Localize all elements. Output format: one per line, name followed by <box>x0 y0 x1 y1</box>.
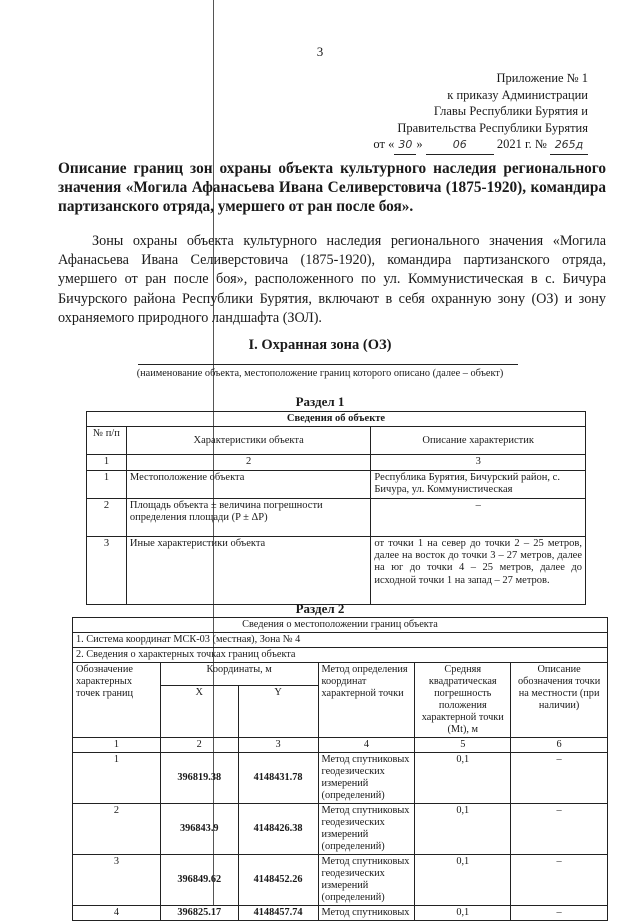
table-row <box>87 536 586 604</box>
document-title: Описание границ зон охраны объекта культурного наследия регионального значения «Могила Афанасьева Ивана Селиверстовича (1875-1920), командира партизанского отряда, умершего от ран после боя». <box>58 160 606 215</box>
accuracy: 0,1 <box>415 906 511 921</box>
index-cell: 3 <box>371 455 586 470</box>
col-number-header: № п/п <box>87 427 127 455</box>
row-characteristic: Площадь объекта ± величина погрешности определения площади (P ± ΔP) <box>126 498 370 536</box>
row-characteristic: Иные характеристики объекта <box>126 536 370 604</box>
coord-y: 4148457.74 <box>238 906 318 921</box>
appendix-header <box>373 70 588 155</box>
table-row <box>73 855 608 906</box>
marker: – <box>511 753 608 804</box>
number-prefix: г. № <box>524 137 547 151</box>
col-x-header: X <box>160 686 238 738</box>
coord-y: 4148431.78 <box>238 753 318 804</box>
coord-x: 396825.17 <box>160 906 238 921</box>
name-note: (наименование объекта, местоположение границ которого описано (далее – объект) <box>136 368 504 379</box>
table-row <box>87 498 586 536</box>
col-description-header: Описание характеристик <box>371 427 586 455</box>
coordinate-system: 1. Система координат МСК-03 (местная), Зона № 4 <box>73 633 608 648</box>
section-title: I. Охранная зона (ОЗ) <box>248 337 392 353</box>
marker: – <box>511 906 608 921</box>
method: Метод спутниковых геодезических измерений (определений) <box>318 753 415 804</box>
method: Метод спутниковых геодезических измерений (определений) <box>318 804 415 855</box>
index-cell: 5 <box>415 738 511 753</box>
appendix-line-1: Приложение № 1 <box>496 71 588 85</box>
row-characteristic: Местоположение объекта <box>126 470 370 498</box>
coord-y: 4148426.38 <box>238 804 318 855</box>
col-coords-header: Координаты, м <box>160 663 318 686</box>
index-cell: 3 <box>238 738 318 753</box>
coordinates-table <box>72 617 608 921</box>
marker: – <box>511 804 608 855</box>
row-description: от точки 1 на север до точки 2 – 25 метров, далее на восток до точки 3 – 27 метров, далее на юг до точки 4 – 25 метров, далее до исходной точки 1 на запад – 27 метров. <box>371 536 586 604</box>
row-number: 3 <box>87 536 127 604</box>
appendix-date-line <box>373 136 588 155</box>
row-number: 1 <box>87 470 127 498</box>
intro-paragraph: Зоны охраны объекта культурного наследия регионального значения «Могила Афанасьева Ивана Селиверстовича (1875-1920), командира партизанского отряда, умершего от ран после боя», расположенного по ул. Коммунистическая в с. Бичура Бичурского района Республики Бурятия, включают в себя охранную зону (ОЗ) и зону охраняемого природного ландшафта (ЗОЛ). <box>58 233 606 326</box>
handwritten-number: 265д <box>550 137 588 155</box>
index-cell: 4 <box>318 738 415 753</box>
point-id: 4 <box>73 906 161 921</box>
accuracy: 0,1 <box>415 753 511 804</box>
accuracy: 0,1 <box>415 855 511 906</box>
name-underline <box>138 364 518 365</box>
part2-caption: Сведения о местоположении границ объекта <box>73 618 608 633</box>
col-accuracy-header: Средняя квадратическая погрешность положения характерной точки (Mt), м <box>415 663 511 738</box>
table-row <box>73 753 608 804</box>
table-row <box>87 470 586 498</box>
points-caption: 2. Сведения о характерных точках границ объекта <box>73 648 608 663</box>
date-mid: » <box>416 137 423 151</box>
index-cell: 2 <box>160 738 238 753</box>
page-number: 3 <box>316 44 324 59</box>
col-y-header: Y <box>238 686 318 738</box>
part1-heading: Раздел 1 <box>295 394 345 409</box>
point-id: 1 <box>73 753 161 804</box>
accuracy: 0,1 <box>415 804 511 855</box>
table-row <box>73 906 608 921</box>
coord-x: 396849.62 <box>160 855 238 906</box>
row-description: Республика Бурятия, Бичурский район, с. Бичура, ул. Коммунистическая <box>371 470 586 498</box>
marker: – <box>511 855 608 906</box>
handwritten-day: 30 <box>394 137 416 155</box>
point-id: 3 <box>73 855 161 906</box>
coord-x: 396843.9 <box>160 804 238 855</box>
col-point-header: Обозначение характерных точек границ <box>73 663 161 738</box>
row-number: 2 <box>87 498 127 536</box>
method: Метод спутниковых геодезических измерений (определений) <box>318 855 415 906</box>
index-cell: 6 <box>511 738 608 753</box>
handwritten-month: 06 <box>426 137 494 155</box>
index-cell: 1 <box>87 455 127 470</box>
appendix-line-3: Главы Республики Бурятия и <box>433 104 588 118</box>
index-cell: 2 <box>126 455 370 470</box>
date-prefix: от « <box>373 137 395 151</box>
coord-y: 4148452.26 <box>238 855 318 906</box>
row-description: – <box>371 498 586 536</box>
part2-heading: Раздел 2 <box>295 601 345 616</box>
coord-x: 396819.38 <box>160 753 238 804</box>
date-year: 2021 <box>496 137 522 151</box>
point-id: 2 <box>73 804 161 855</box>
index-cell: 1 <box>73 738 161 753</box>
part1-caption: Сведения об объекте <box>87 412 586 427</box>
col-characteristics-header: Характеристики объекта <box>126 427 370 455</box>
object-info-table <box>86 411 586 605</box>
method: Метод спутниковых <box>318 906 415 921</box>
col-marker-header: Описание обозначения точки на местности (при наличии) <box>511 663 608 738</box>
table-row <box>73 804 608 855</box>
appendix-line-2: к приказу Администрации <box>447 87 588 102</box>
appendix-line-4: Правительства Республики Бурятия <box>397 120 588 135</box>
col-method-header: Метод определения координат характерной точки <box>318 663 415 738</box>
